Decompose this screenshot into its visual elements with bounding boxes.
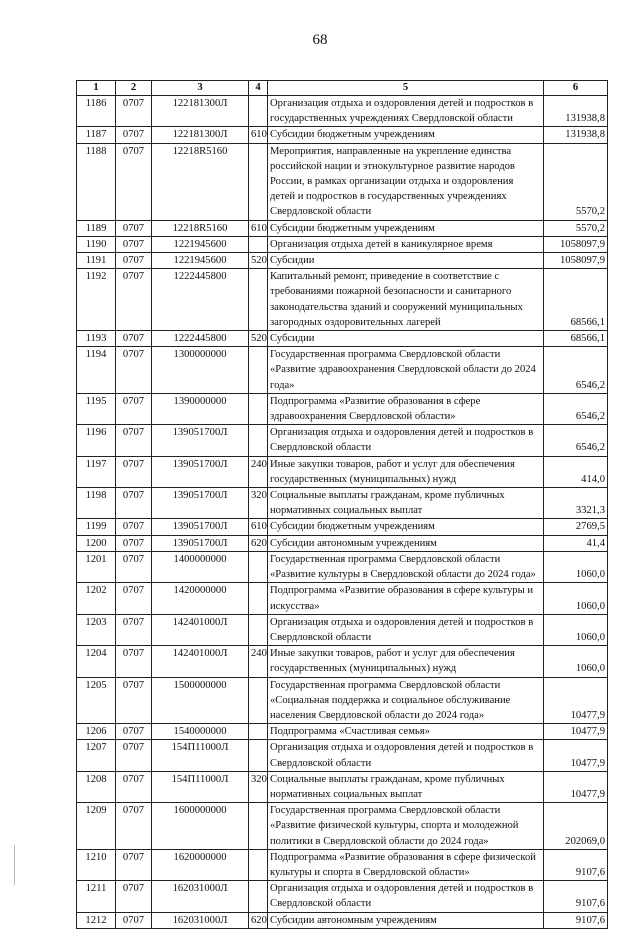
amount-cell: 10477,9 [544,771,608,802]
row-number-cell: 1198 [77,488,116,519]
section-cell: 0707 [116,269,152,331]
row-number-cell: 1205 [77,677,116,724]
target-code-cell: 139051700Л [152,425,249,456]
expense-type-cell: 320 [249,771,268,802]
expense-type-cell [249,347,268,394]
table-row [77,347,608,394]
row-number-cell: 1207 [77,740,116,771]
name-cell: Субсидии [268,331,544,347]
header-cell-row-number: 1 [77,81,116,96]
amount-cell: 6546,2 [544,393,608,424]
row-number-cell: 1212 [77,912,116,928]
expense-type-cell [249,677,268,724]
section-cell: 0707 [116,677,152,724]
target-code-cell: 122181300Л [152,96,249,127]
expense-type-cell: 610 [249,127,268,143]
expense-type-cell: 320 [249,488,268,519]
amount-cell: 41,4 [544,535,608,551]
name-cell: Иные закупки товаров, работ и услуг для обеспечения государственных (муниципальных) нужд [268,456,544,487]
expense-type-cell [249,393,268,424]
table-row [77,677,608,724]
row-number-cell: 1195 [77,393,116,424]
row-number-cell: 1209 [77,803,116,850]
table-row [77,253,608,269]
target-code-cell: 1222445800 [152,331,249,347]
section-cell: 0707 [116,535,152,551]
name-cell: Государственная программа Свердловской области «Социальная поддержка и социальное обслуживание населения Свердловской области до 2024 года» [268,677,544,724]
row-number-cell: 1189 [77,220,116,236]
section-cell: 0707 [116,724,152,740]
amount-cell: 5570,2 [544,220,608,236]
amount-cell: 2769,5 [544,519,608,535]
target-code-cell: 142401000Л [152,614,249,645]
name-cell: Субсидии бюджетным учреждениям [268,220,544,236]
target-code-cell: 1221945600 [152,236,249,252]
name-cell: Подпрограмма «Счастливая семья» [268,724,544,740]
section-cell: 0707 [116,519,152,535]
target-code-cell: 139051700Л [152,535,249,551]
table-row [77,96,608,127]
section-cell: 0707 [116,912,152,928]
expense-type-cell [249,849,268,880]
section-cell: 0707 [116,96,152,127]
section-cell: 0707 [116,220,152,236]
header-cell-target-code: 3 [152,81,249,96]
amount-cell: 1060,0 [544,614,608,645]
target-code-cell: 162031000Л [152,881,249,912]
row-number-cell: 1193 [77,331,116,347]
target-code-cell: 162031000Л [152,912,249,928]
amount-cell: 5570,2 [544,143,608,220]
row-number-cell: 1190 [77,236,116,252]
row-number-cell: 1186 [77,96,116,127]
row-number-cell: 1191 [77,253,116,269]
row-number-cell: 1204 [77,646,116,677]
amount-cell: 131938,8 [544,127,608,143]
header-cell-name: 5 [268,81,544,96]
expense-type-cell [249,425,268,456]
amount-cell: 10477,9 [544,740,608,771]
table-row [77,519,608,535]
amount-cell: 9107,6 [544,849,608,880]
table-header-row [77,81,608,96]
table-row [77,771,608,802]
section-cell: 0707 [116,881,152,912]
section-cell: 0707 [116,771,152,802]
row-number-cell: 1194 [77,347,116,394]
name-cell: Социальные выплаты гражданам, кроме публичных нормативных социальных выплат [268,771,544,802]
target-code-cell: 1620000000 [152,849,249,880]
row-number-cell: 1211 [77,881,116,912]
table-row [77,269,608,331]
name-cell: Организация отдыха и оздоровления детей и подростков в Свердловской области [268,881,544,912]
amount-cell: 68566,1 [544,331,608,347]
amount-cell: 9107,6 [544,912,608,928]
expense-type-cell [249,740,268,771]
section-cell: 0707 [116,740,152,771]
header-cell-expense-type: 4 [249,81,268,96]
section-cell: 0707 [116,614,152,645]
target-code-cell: 139051700Л [152,488,249,519]
name-cell: Подпрограмма «Развитие образования в сфере культуры и искусства» [268,583,544,614]
expense-type-cell [249,614,268,645]
table-row [77,646,608,677]
row-number-cell: 1206 [77,724,116,740]
section-cell: 0707 [116,456,152,487]
expense-type-cell: 240 [249,646,268,677]
table-row [77,740,608,771]
table-row [77,488,608,519]
amount-cell: 1060,0 [544,583,608,614]
amount-cell: 68566,1 [544,269,608,331]
table-row [77,236,608,252]
table-row [77,803,608,850]
table-row [77,220,608,236]
row-number-cell: 1196 [77,425,116,456]
target-code-cell: 1600000000 [152,803,249,850]
target-code-cell: 12218R5160 [152,220,249,236]
name-cell: Субсидии [268,253,544,269]
expense-type-cell: 520 [249,253,268,269]
section-cell: 0707 [116,253,152,269]
target-code-cell: 1300000000 [152,347,249,394]
name-cell: Организация отдыха и оздоровления детей и подростков в государственных учреждениях Свердловской области [268,96,544,127]
table-row [77,143,608,220]
amount-cell: 131938,8 [544,96,608,127]
table-row [77,331,608,347]
section-cell: 0707 [116,425,152,456]
expense-type-cell: 610 [249,220,268,236]
expense-type-cell: 520 [249,331,268,347]
expense-type-cell [249,881,268,912]
row-number-cell: 1197 [77,456,116,487]
name-cell: Организация отдыха детей в каникулярное время [268,236,544,252]
target-code-cell: 1420000000 [152,583,249,614]
section-cell: 0707 [116,331,152,347]
amount-cell: 10477,9 [544,724,608,740]
name-cell: Государственная программа Свердловской области «Развитие физической культуры, спорта и молодежной политики в Свердловской области до 2024 года» [268,803,544,850]
amount-cell: 10477,9 [544,677,608,724]
expense-type-cell: 620 [249,535,268,551]
row-number-cell: 1208 [77,771,116,802]
expense-type-cell [249,143,268,220]
amount-cell: 414,0 [544,456,608,487]
target-code-cell: 122181300Л [152,127,249,143]
target-code-cell: 1221945600 [152,253,249,269]
amount-cell: 3321,3 [544,488,608,519]
row-number-cell: 1210 [77,849,116,880]
name-cell: Субсидии бюджетным учреждениям [268,127,544,143]
expense-type-cell [249,551,268,582]
budget-table [76,80,608,929]
name-cell: Государственная программа Свердловской области «Развитие культуры в Свердловской области до 2024 года» [268,551,544,582]
amount-cell: 1058097,9 [544,253,608,269]
table-row [77,127,608,143]
section-cell: 0707 [116,488,152,519]
expense-type-cell: 240 [249,456,268,487]
row-number-cell: 1192 [77,269,116,331]
row-number-cell: 1199 [77,519,116,535]
table-row [77,535,608,551]
target-code-cell: 1390000000 [152,393,249,424]
table-row [77,614,608,645]
section-cell: 0707 [116,551,152,582]
name-cell: Организация отдыха и оздоровления детей и подростков в Свердловской области [268,614,544,645]
table-row [77,849,608,880]
expense-type-cell [249,269,268,331]
table-row [77,551,608,582]
section-cell: 0707 [116,583,152,614]
name-cell: Субсидии автономным учреждениям [268,912,544,928]
name-cell: Иные закупки товаров, работ и услуг для обеспечения государственных (муниципальных) нужд [268,646,544,677]
expense-type-cell [249,96,268,127]
section-cell: 0707 [116,143,152,220]
page-number: 68 [312,32,328,48]
target-code-cell: 12218R5160 [152,143,249,220]
name-cell: Подпрограмма «Развитие образования в сфере здравоохранения Свердловской области» [268,393,544,424]
expense-type-cell: 610 [249,519,268,535]
scan-margin-mark [14,845,15,885]
target-code-cell: 139051700Л [152,519,249,535]
header-cell-section: 2 [116,81,152,96]
target-code-cell: 142401000Л [152,646,249,677]
expense-type-cell: 620 [249,912,268,928]
section-cell: 0707 [116,646,152,677]
expense-type-cell [249,583,268,614]
row-number-cell: 1200 [77,535,116,551]
target-code-cell: 1400000000 [152,551,249,582]
name-cell: Организация отдыха и оздоровления детей и подростков в Свердловской области [268,425,544,456]
section-cell: 0707 [116,393,152,424]
amount-cell: 6546,2 [544,347,608,394]
row-number-cell: 1201 [77,551,116,582]
section-cell: 0707 [116,236,152,252]
amount-cell: 1060,0 [544,551,608,582]
table-row [77,724,608,740]
expense-type-cell [249,236,268,252]
row-number-cell: 1187 [77,127,116,143]
target-code-cell: 154П11000Л [152,740,249,771]
name-cell: Капитальный ремонт, приведение в соответствие с требованиями пожарной безопасности и санитарного законодательства зданий и сооружений муниципальных загородных оздоровительных лагерей [268,269,544,331]
row-number-cell: 1203 [77,614,116,645]
target-code-cell: 1540000000 [152,724,249,740]
name-cell: Социальные выплаты гражданам, кроме публичных нормативных социальных выплат [268,488,544,519]
amount-cell: 1060,0 [544,646,608,677]
row-number-cell: 1188 [77,143,116,220]
section-cell: 0707 [116,849,152,880]
name-cell: Субсидии бюджетным учреждениям [268,519,544,535]
section-cell: 0707 [116,347,152,394]
table-row [77,393,608,424]
target-code-cell: 1500000000 [152,677,249,724]
table-row [77,425,608,456]
expense-type-cell [249,803,268,850]
table-row [77,881,608,912]
expense-type-cell [249,724,268,740]
table-row [77,456,608,487]
name-cell: Подпрограмма «Развитие образования в сфере физической культуры и спорта в Свердловской области» [268,849,544,880]
row-number-cell: 1202 [77,583,116,614]
header-cell-amount: 6 [544,81,608,96]
target-code-cell: 1222445800 [152,269,249,331]
section-cell: 0707 [116,803,152,850]
table-row [77,583,608,614]
section-cell: 0707 [116,127,152,143]
amount-cell: 1058097,9 [544,236,608,252]
amount-cell: 202069,0 [544,803,608,850]
name-cell: Субсидии автономным учреждениям [268,535,544,551]
amount-cell: 6546,2 [544,425,608,456]
amount-cell: 9107,6 [544,881,608,912]
target-code-cell: 154П11000Л [152,771,249,802]
name-cell: Мероприятия, направленные на укрепление единства российской нации и этнокультурное развитие народов России, в рамках организации отдыха и оздоровления детей и подростков в государственных учреждениях Свердловской области [268,143,544,220]
target-code-cell: 139051700Л [152,456,249,487]
table-row [77,912,608,928]
name-cell: Организация отдыха и оздоровления детей и подростков в Свердловской области [268,740,544,771]
name-cell: Государственная программа Свердловской области «Развитие здравоохранения Свердловской области до 2024 года» [268,347,544,394]
